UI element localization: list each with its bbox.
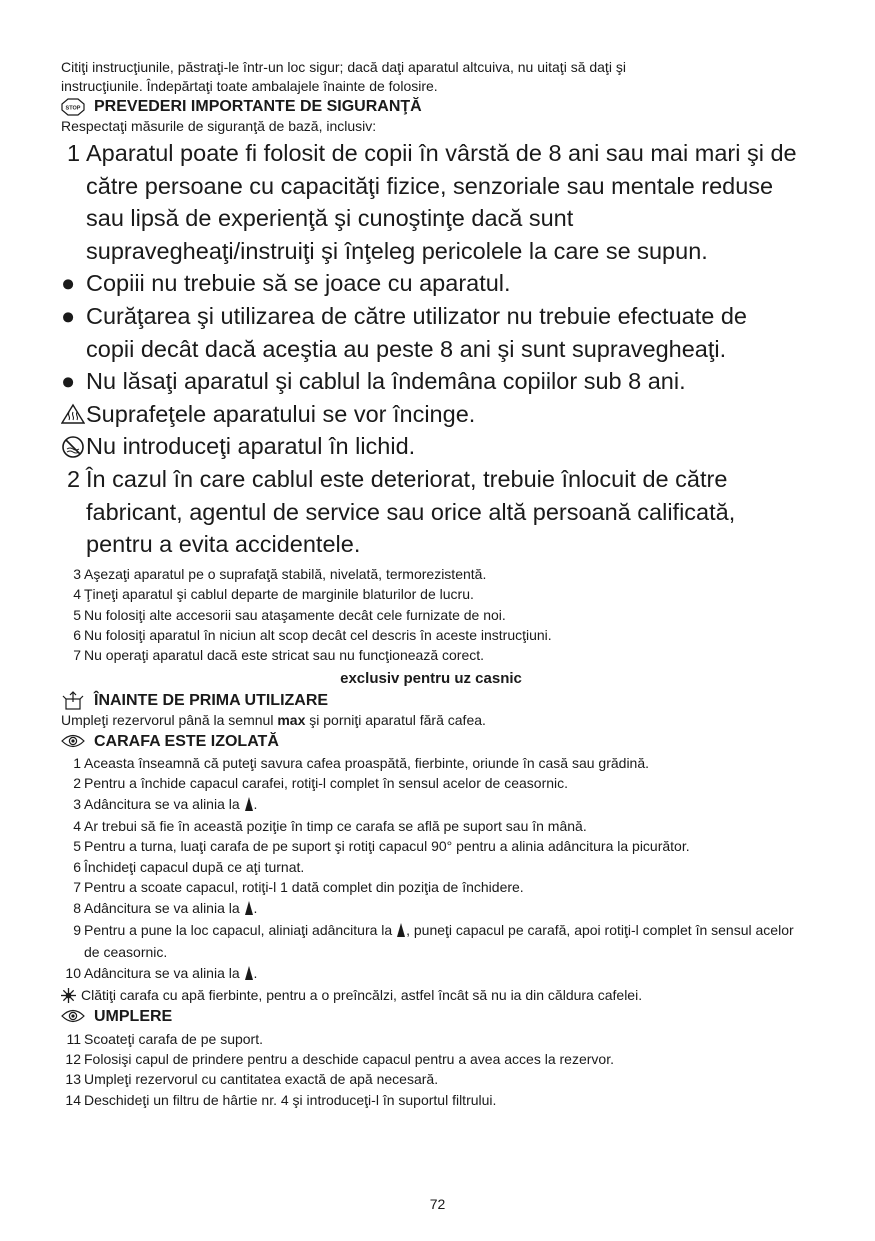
item-number: 6 — [73, 858, 81, 875]
list-item — [61, 584, 801, 604]
max-mark-label: max — [277, 711, 306, 728]
bullet-marker: ● — [61, 302, 76, 329]
item-number: 5 — [73, 838, 81, 855]
item-text: Nu operaţi aparatul dacă este stricat sau nu funcţionează corect. — [84, 647, 485, 664]
item-text: Aceasta înseamnă că puteţi savura cafea proaspătă, fierbinte, oriunde în casă sau grădină. — [84, 754, 650, 771]
filling-heading — [61, 1006, 801, 1027]
big-item-text: În cazul în care cablul este deteriorat, trebuie înlocuit de către fabricant, agentul de service sau orice altă persoană calificată, pentru a evita accidentele. — [86, 465, 736, 558]
list-item — [61, 1069, 801, 1089]
item-number: 9 — [73, 922, 81, 938]
eye-icon — [61, 1007, 85, 1025]
item-text: Adâncitura se va alinia la — [84, 899, 244, 916]
page-number: 72 — [429, 1196, 446, 1212]
list-item — [61, 1029, 801, 1049]
item-number: 8 — [73, 899, 81, 916]
alignment-mark-icon — [397, 922, 405, 942]
big-item-text: Copiii nu trebuie să se joace cu aparatul. — [86, 270, 511, 297]
item-text: Pentru a pune la loc capacul, aliniaţi adâncitura la — [84, 922, 397, 938]
item-text: Aşezaţi aparatul pe o suprafaţă stabilă, nivelată, termorezistentă. — [84, 565, 487, 582]
before-first-use-text — [61, 711, 801, 730]
item-number: 6 — [73, 626, 81, 643]
item-text: Folosişi capul de prindere pentru a deschide capacul pentru a avea acces la rezervor. — [84, 1051, 614, 1068]
hot-surface-icon — [61, 398, 86, 431]
item-text-end: . — [253, 795, 258, 812]
big-item-text: Curăţarea şi utilizarea de către utilizator nu trebuie efectuate de copii decât dacă aceştia au peste 8 ani şi sunt supravegheaţi. — [86, 302, 747, 362]
item-number: 14 — [65, 1091, 81, 1108]
big-item-number: 2 — [66, 465, 81, 492]
alignment-mark-icon — [245, 796, 253, 816]
tip-row — [61, 985, 801, 1005]
item-text-end: . — [253, 899, 258, 916]
item-number: 4 — [73, 817, 81, 834]
list-item — [61, 920, 801, 963]
list-item — [61, 564, 801, 584]
big-item-number: 1 — [66, 140, 81, 166]
safety-heading-text: PREVEDERI IMPORTANTE DE SIGURANŢĂ — [94, 98, 422, 115]
list-item — [61, 605, 801, 625]
item-text: Scoateţi carafa de pe suport. — [84, 1030, 263, 1047]
big-item — [61, 300, 801, 365]
item-text: Nu folosiţi alte accesorii sau ataşamente decât cele furnizate de noi. — [84, 606, 506, 623]
carafe-list — [61, 753, 801, 1006]
no-immerse-icon — [61, 430, 86, 463]
small-safety-list — [61, 564, 801, 666]
before-first-use-heading — [61, 690, 801, 711]
item-text: Umpleţi rezervorul cu cantitatea exactă de apă necesară. — [84, 1071, 439, 1088]
tip-text: Clătiţi carafa cu apă fierbinte, pentru a o preîncălzi, astfel încât să nu ia din căldura cafelei. — [81, 987, 643, 1004]
carafe-heading-text: CARAFA ESTE IZOLATĂ — [94, 732, 279, 750]
before-first-use-text-b: şi porniţi aparatul fără cafea. — [305, 711, 486, 728]
list-item — [61, 794, 801, 816]
filling-heading-text: UMPLERE — [94, 1007, 173, 1025]
item-number: 12 — [65, 1051, 81, 1068]
alignment-mark-icon — [245, 965, 253, 985]
list-item — [61, 773, 801, 793]
item-text: Ţineţi aparatul şi cablul departe de marginile blaturilor de lucru. — [84, 586, 474, 603]
item-number: 7 — [73, 879, 81, 896]
household-use-note: exclusiv pentru uz casnic — [340, 669, 522, 687]
big-item-text: Suprafeţele aparatului se vor încinge. — [86, 400, 476, 427]
list-item — [61, 963, 801, 985]
bullet-marker: ● — [61, 368, 76, 395]
big-item — [61, 137, 801, 267]
item-number: 11 — [66, 1030, 81, 1047]
item-text: Deschideţi un filtru de hârtie nr. 4 şi introduceţi-l în suportul filtrului. — [84, 1091, 497, 1108]
safety-heading — [61, 96, 801, 117]
item-number: 1 — [73, 754, 81, 771]
big-item — [61, 267, 801, 300]
item-number: 3 — [73, 795, 81, 812]
item-number: 2 — [73, 775, 81, 792]
safety-subtitle: Respectaţi măsurile de siguranţă de bază, inclusiv: — [61, 118, 377, 134]
big-item — [61, 365, 801, 398]
stop-icon-label: STOP — [65, 105, 81, 111]
intro-line-2: instrucţiunile. Îndepărtaţi toate ambalajele înainte de folosire. — [61, 78, 438, 94]
item-number: 4 — [73, 586, 81, 603]
list-item — [61, 836, 801, 856]
filling-list — [61, 1029, 801, 1111]
item-number: 13 — [65, 1071, 81, 1088]
item-text: Nu folosiţi aparatul în niciun alt scop decât cel descris în aceste instrucţiuni. — [84, 626, 552, 643]
item-text-end: . — [253, 964, 258, 981]
unpack-box-icon — [61, 691, 85, 709]
before-first-use-heading-text: ÎNAINTE DE PRIMA UTILIZARE — [94, 691, 329, 709]
before-first-use-text-a: Umpleţi rezervorul până la semnul — [61, 711, 278, 728]
list-item — [61, 877, 801, 897]
eye-icon — [61, 732, 85, 750]
big-item-text: Nu lăsaţi aparatul şi cablul la îndemâna copiilor sub 8 ani. — [86, 368, 686, 395]
big-item — [61, 398, 801, 431]
list-item — [61, 625, 801, 645]
item-text: Închideţi capacul după ce aţi turnat. — [84, 858, 305, 875]
list-item — [61, 898, 801, 920]
item-number: 5 — [73, 606, 81, 623]
item-number: 3 — [73, 565, 81, 582]
intro-line-1: Citiţi instrucţiunile, păstraţi-le într-un loc sigur; dacă daţi aparatul altcuiva, nu uitaţi să daţi şi — [61, 59, 626, 75]
item-text: Adâncitura se va alinia la — [84, 964, 244, 981]
list-item — [61, 816, 801, 836]
big-item — [61, 463, 801, 561]
item-number: 7 — [73, 647, 81, 664]
big-item-text: Aparatul poate fi folosit de copii în vârstă de 8 ani sau mai mari şi de către persoane cu capacităţi fizice, senzoriale sau mentale reduse sau lipsă de experienţă şi cunoştinţe dacă sunt supravegheaţi/instruiţi şi înţeleg pericolele la care se supun. — [86, 140, 797, 264]
item-number: 10 — [65, 964, 81, 981]
list-item — [61, 645, 801, 665]
big-item — [61, 430, 801, 463]
item-text: Ar trebui să fie în această poziţie în timp ce carafa se află pe suport sau în mână. — [84, 817, 587, 834]
list-item — [61, 753, 801, 773]
carafe-heading — [61, 731, 801, 752]
list-item — [61, 1090, 801, 1110]
big-safety-list — [61, 137, 801, 561]
list-item — [61, 857, 801, 877]
item-text: Adâncitura se va alinia la — [84, 795, 244, 812]
item-text: Pentru a turna, luaţi carafa de pe suport şi rotiţi capacul 90° pentru a alinia adâncitura la picurător. — [84, 838, 690, 855]
sparkle-icon — [61, 988, 81, 1003]
item-text: Pentru a scoate capacul, rotiţi-l 1 dată complet din poziţia de închidere. — [84, 879, 524, 896]
item-text-end: , puneţi capacul pe carafă, apoi rotiţi-l complet în sensul acelor de ceasornic. — [84, 922, 794, 961]
list-item — [61, 1049, 801, 1069]
stop-icon — [61, 98, 85, 116]
manual-page — [61, 58, 801, 1110]
bullet-marker: ● — [61, 270, 76, 297]
item-text: Pentru a închide capacul carafei, rotiţi-l complet în sensul acelor de ceasornic. — [84, 775, 569, 792]
alignment-mark-icon — [245, 900, 253, 920]
big-item-text: Nu introduceţi aparatul în lichid. — [86, 433, 416, 460]
